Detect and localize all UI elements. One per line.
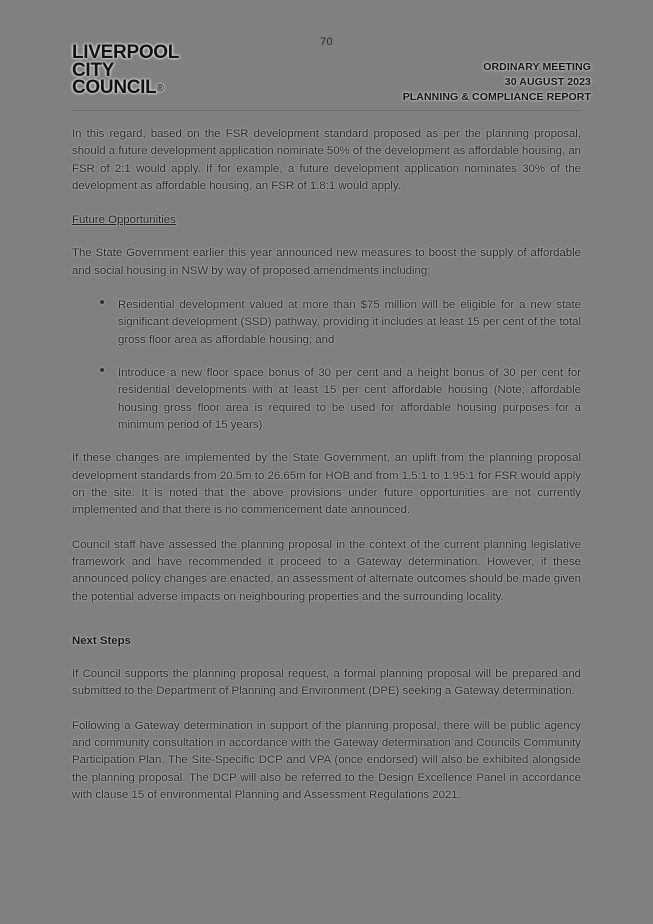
header-divider xyxy=(72,110,582,111)
logo-line-council xyxy=(72,79,179,97)
paragraph-gateway-consultation: Following a Gateway determination in support of the planning proposal, there will be public agency and community consultation in accordance with the Gateway determination and Councils Community Participation Plan. The Site-Specific DCP and VPA (once endorsed) will also be exhibited alongside the planning proposal. The DCP will also be referred to the Design Excellence Panel in accordance with clause 15 of environmental Planning and Assessment Regulations 2021. xyxy=(72,719,581,802)
meeting-header xyxy=(403,60,591,105)
paragraph-council-staff-assessment: Council staff have assessed the planning proposal in the context of the current planning legislative framework and have recommended it proceed to a Gateway determination. However, if these announced policy changes are enacted, an assessment of alternate outcomes should be made given the potential adverse impacts on neighbouring properties and the surrounding locality. xyxy=(72,538,581,603)
paragraph-state-government-measures: The State Government earlier this year announced new measures to boost the supply of affordable and social housing in NSW by way of proposed amendments including; xyxy=(72,247,581,277)
logo-line-city: CITY xyxy=(72,59,115,81)
liverpool-city-council-logo xyxy=(72,44,179,97)
heading-next-steps: Next Steps xyxy=(72,635,131,647)
bullet-list-proposed-amendments xyxy=(72,297,581,434)
logo-line-liverpool: LIVERPOOL xyxy=(72,42,180,63)
heading-future-opportunities: Future Opportunities xyxy=(72,214,176,227)
meeting-type: ORDINARY MEETING xyxy=(483,61,591,73)
page-number: 70 xyxy=(320,36,333,48)
bullet-dot-icon xyxy=(100,368,104,372)
meeting-date: 30 AUGUST 2023 xyxy=(504,75,591,88)
bullet-dot-icon xyxy=(100,300,104,304)
list-item-text: Introduce a new floor space bonus of 30 per cent and a height bonus of 30 per cent for residential developments with at least 15 per cent affordable housing (Note; affordable housing gross floor area is required to be used for affordable housing purposes for a minimum period of 15 years). xyxy=(118,367,581,432)
report-title: PLANNING & COMPLIANCE REPORT xyxy=(402,90,591,103)
paragraph-uplift-standards: If these changes are implemented by the State Government, an uplift from the planning proposal development standards from 20.5m to 26.65m for HOB and from 1.5:1 to 1.95:1 for FSR would apply on the site. It is noted that the above provisions under future opportunities are not currently implemented and that there is no commencement date announced. xyxy=(72,452,581,517)
list-item-text: Residential development valued at more than $75 million will be eligible for a new state significant development (SSD) pathway, providing it includes at least 15 per cent of the total gross floor area as affordable housing; and xyxy=(118,299,581,346)
list-item xyxy=(72,365,581,434)
paragraph-formal-planning-proposal: If Council supports the planning proposal request, a formal planning proposal will be prepared and submitted to the Department of Planning and Environment (DPE) seeking a Gateway determination. xyxy=(72,668,581,698)
paragraph-fsr-development-standard: In this regard, based on the FSR development standard proposed as per the planning proposal, should a future development application nominate 50% of the development as affordable housing, an FSR of 2:1 would apply. If for example, a future development application nominates 30% of the development as affordable housing, an FSR of 1.8:1 would apply. xyxy=(72,128,581,192)
document-body xyxy=(72,126,581,821)
section-spacer xyxy=(72,623,581,633)
registered-trademark-icon: ® xyxy=(156,83,164,95)
list-item xyxy=(72,297,581,349)
logo-council-text: COUNCIL xyxy=(72,77,157,99)
